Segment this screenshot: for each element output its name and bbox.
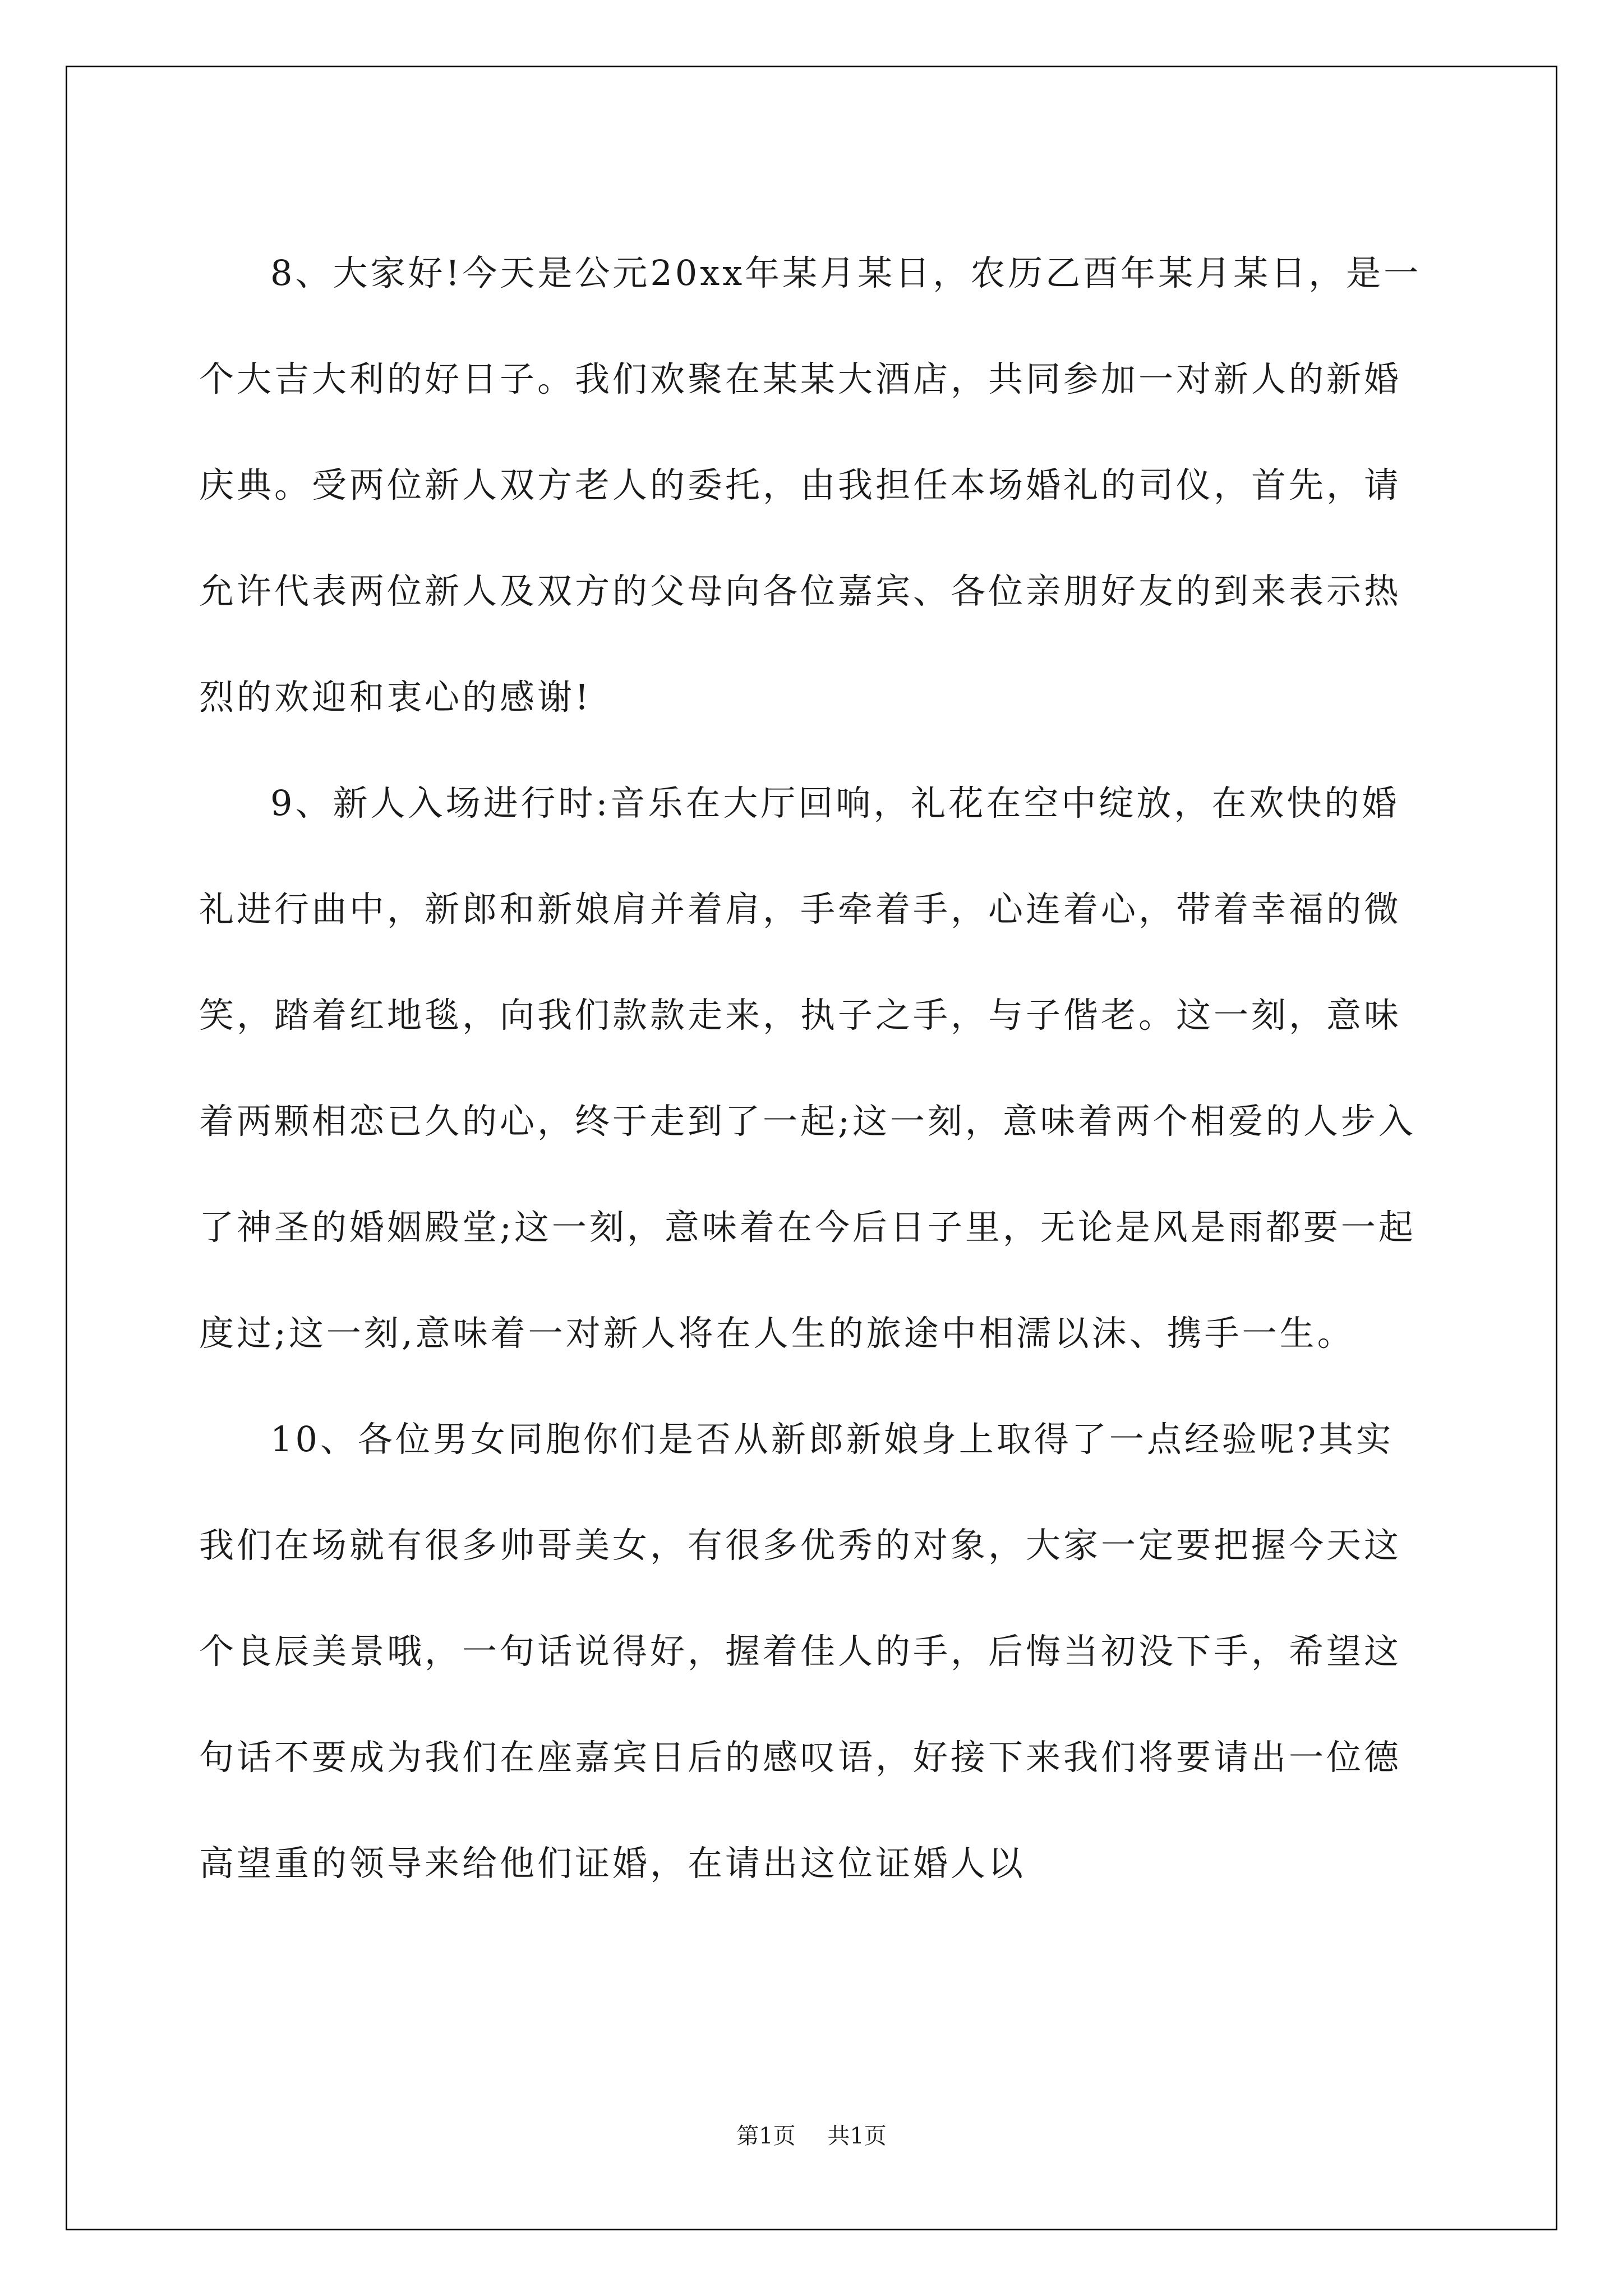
page-total: 共1页 (827, 2123, 887, 2149)
document-body (199, 220, 1422, 1916)
page-number: 第1页 (736, 2123, 796, 2149)
paragraph-10: 10、各位男女同胞你们是否从新郎新娘身上取得了一点经验呢?其实我们在场就有很多帅哥美女，有很多优秀的对象，大家一定要把握今天这个良辰美景哦，一句话说得好，握着佳人的手，后悔当初没下手，希望这句话不要成为我们在座嘉宾日后的感叹语，好接下来我们将要请出一位德高望重的领导来给他们证婚，在请出这位证婚人以 (199, 1419, 1402, 1884)
page-footer (0, 2119, 1623, 2153)
paragraph-8: 8、大家好!今天是公元20xx年某月某日，农历乙酉年某月某日，是一个大吉大利的好日子。我们欢聚在某某大酒店，共同参加一对新人的新婚庆典。受两位新人双方老人的委托，由我担任本场婚礼的司仪，首先，请允许代表两位新人及双方的父母向各位嘉宾、各位亲朋好友的到来表示热烈的欢迎和衷心的感谢! (199, 252, 1422, 717)
paragraph-9: 9、新人入场进行时:音乐在大厅回响，礼花在空中绽放，在欢快的婚礼进行曲中，新郎和新娘肩并着肩，手牵着手，心连着心，带着幸福的微笑，踏着红地毯，向我们款款走来，执子之手，与子偕老。这一刻，意味着两颗相恋已久的心，终于走到了一起;这一刻，意味着两个相爱的人步入了神圣的婚姻殿堂;这一刻，意味着在今后日子里，无论是风是雨都要一起度过;这一刻,意味着一对新人将在人生的旅途中相濡以沫、携手一生。 (199, 783, 1416, 1354)
